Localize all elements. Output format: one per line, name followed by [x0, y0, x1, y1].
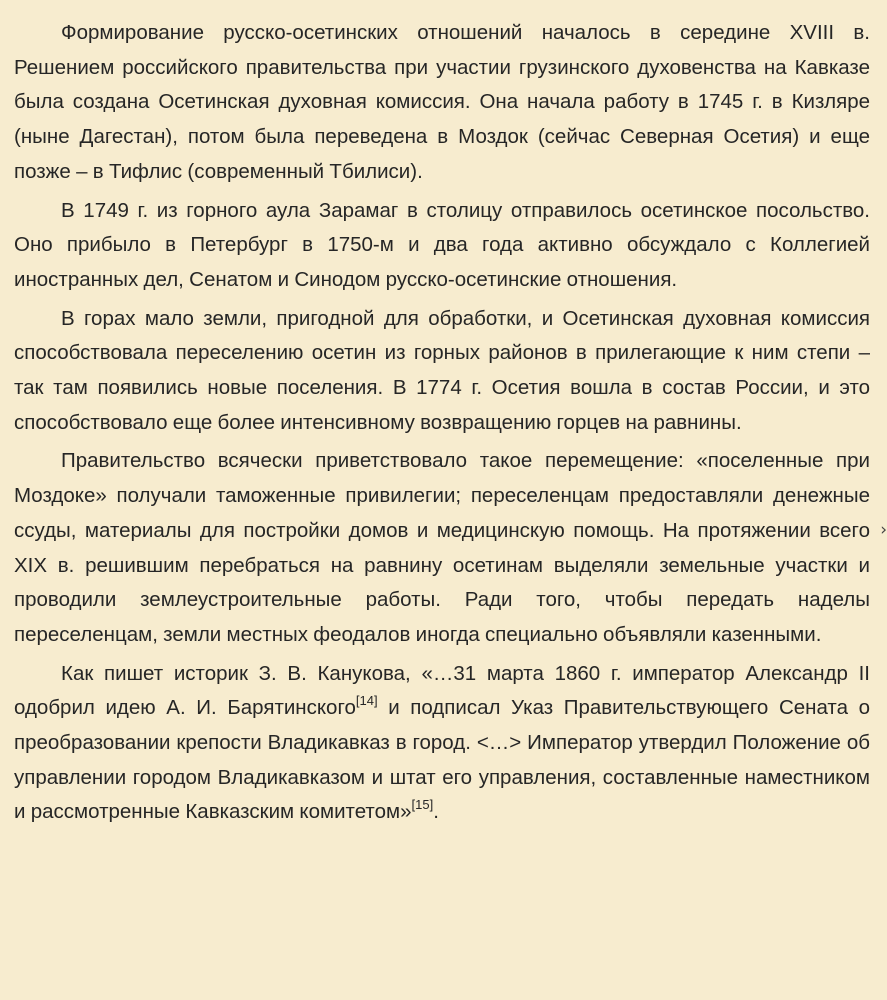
paragraph-3-text: В горах мало земли, пригодной для обработки, и Осетинская духовная комиссия способствовала переселению осетин из горных районов в прилегающие к ним степи – так там появились новые поселения. В 1774 г. Осетия вошла в состав России, и это способствовало еще более интенсивному возвращению горцев на равнины. — [14, 306, 870, 434]
footnote-ref-15[interactable]: [15] — [411, 797, 434, 813]
paragraph-1-text: Формирование русско-осетинских отношений началось в середине XVIII в. Решением российского правительства при участии грузинского духовенства на Кавказе была создана Осетинская духовная комиссия. Она начала работу в 1745 г. в Кизляре (ныне Дагестан), потом была переведена в Моздок (сейчас Северная Осетия) и еще позже – в Тифлис (современный Тбилиси). — [14, 21, 870, 183]
article-body — [14, 16, 870, 834]
paragraph-3 — [14, 302, 870, 441]
paragraph-4 — [14, 444, 870, 652]
chevron-right-icon[interactable]: › — [880, 520, 887, 540]
footnote-ref-14[interactable]: [14] — [355, 693, 378, 709]
paragraph-2-text: В 1749 г. из горного аула Зарамаг в столицу отправилось осетинское посольство. Оно прибыло в Петербург в 1750-м и два года активно обсуждало с Коллегией иностранных дел, Сенатом и Синодом русско-осетинские отношения. — [14, 198, 870, 291]
paragraph-1 — [14, 16, 870, 190]
paragraph-5-text-part-1: Как пишет историк З. В. Канукова, «…31 марта 1860 г. император Александр II одобрил идею А. И. Барятинского — [14, 661, 870, 720]
paragraph-2 — [14, 194, 870, 298]
paragraph-5-text-part-3: . — [433, 800, 439, 824]
paragraph-5-text-part-2: и подписал Указ Правительствующего Сената о преобразовании крепости Владикавказ в город. <…> Император утвердил Положение об управлении городом Владикавказом и штат его управления, составленные наместником и рассмотренные Кавказским комитетом» — [14, 696, 870, 824]
paragraph-5 — [14, 657, 870, 831]
paragraph-4-text: Правительство всячески приветствовало такое перемещение: «поселенные при Моздоке» получали таможенные привилегии; переселенцам предоставляли денежные ссуды, материалы для постройки домов и медицинскую помощь. На протяжении всего XIX в. решившим перебраться на равнину осетинам выделяли земельные участки и проводили землеустроительные работы. Ради того, чтобы передать наделы переселенцам, земли местных феодалов иногда специально объявляли казенными. — [14, 449, 870, 646]
